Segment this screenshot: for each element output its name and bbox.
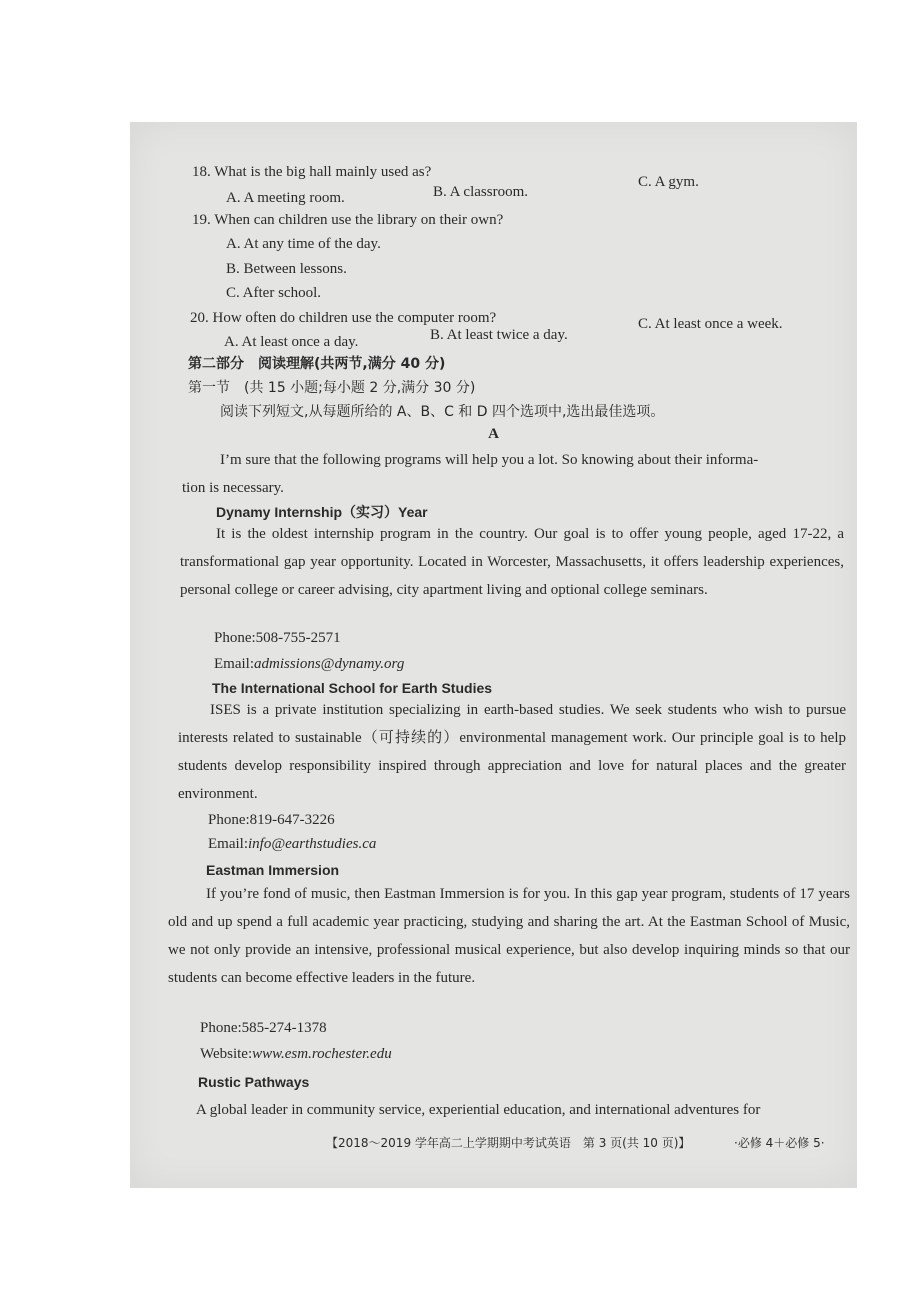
reading-instruction: 阅读下列短文,从每题所给的 A、B、C 和 D 四个选项中,选出最佳选项。: [220, 404, 665, 420]
program-phone-dynamy: Phone:508-755-2571: [214, 630, 341, 646]
question-18-option-b: B. A classroom.: [433, 184, 529, 200]
program-contact-ises: [208, 834, 376, 854]
question-19-option-a: A. At any time of the day.: [226, 236, 381, 252]
question-19-stem: 19. When can children use the library on their own?: [192, 212, 504, 228]
question-18-stem: 18. What is the big hall mainly used as?: [192, 164, 432, 180]
website-link[interactable]: www.esm.rochester.edu: [252, 1046, 392, 1062]
question-18-option-c: C. A gym.: [638, 174, 699, 190]
passage-intro-line-1: I’m sure that the following programs will help you a lot. So knowing about their informa-: [220, 452, 759, 468]
page-footer-right: ·必修 4＋必修 5·: [734, 1136, 825, 1150]
page-footer-left: 【2018～2019 学年高二上学期期中考试英语 第 3 页(共 10 页)】: [326, 1136, 691, 1150]
question-20-option-b: B. At least twice a day.: [430, 327, 568, 343]
email-link[interactable]: admissions@dynamy.org: [254, 656, 405, 672]
question-20-option-a: A. At least once a day.: [224, 334, 359, 350]
program-text-eastman: If you’re fond of music, then Eastman Immersion is for you. In this gap year program, students of 17 years old and up spend a full academic year practicing, studying and sharing the art. At the Eastman School of Music, we not only provide an intensive, professional musical experience, but also develop inquiring minds so that our students can become effective leaders in the future.: [168, 886, 850, 986]
contact-label: Email:: [214, 656, 254, 672]
program-phone-ises: Phone:819-647-3226: [208, 812, 335, 828]
program-text-dynamy: It is the oldest internship program in the country. Our goal is to offer young people, aged 17-22, a transformational gap year opportunity. Located in Worcester, Massachusetts, it offers leadership experiences, personal college or career advising, city apartment living and optional college seminars.: [180, 526, 844, 598]
question-20-stem: 20. How often do children use the computer room?: [190, 310, 497, 326]
program-phone-eastman: Phone:585-274-1378: [200, 1020, 327, 1036]
program-title-ises: The International School for Earth Studies: [212, 680, 493, 696]
contact-label: Website:: [200, 1046, 253, 1062]
program-title-dynamy: Dynamy Internship（实习）Year: [216, 504, 428, 520]
contact-label: Email:: [208, 836, 248, 852]
program-contact-dynamy: [214, 654, 404, 674]
passage-label: A: [488, 426, 499, 442]
question-19-option-c: C. After school.: [226, 285, 321, 301]
program-title-rustic: Rustic Pathways: [198, 1074, 310, 1090]
exam-page: [130, 122, 857, 1188]
section1-heading: 第一节 (共 15 小题;每小题 2 分,满分 30 分): [188, 380, 476, 396]
question-20-option-c: C. At least once a week.: [638, 316, 783, 332]
program-text-ises: ISES is a private institution specializing in earth-based studies. We seek students who wish to pursue interests related to sustainable（可持续的）environmental management work. Our principle goal is to help students develop responsibility inspired through appreciation and love for natural places and the greater environment.: [178, 702, 846, 802]
part2-title: 第二部分 阅读理解(共两节,满分 40 分): [188, 356, 446, 372]
question-18-option-a: A. A meeting room.: [226, 190, 345, 206]
program-title-eastman: Eastman Immersion: [206, 862, 340, 878]
question-19-option-b: B. Between lessons.: [226, 261, 347, 277]
email-link[interactable]: info@earthstudies.ca: [248, 836, 377, 852]
program-contact-eastman: [200, 1044, 392, 1064]
passage-intro-line-2: tion is necessary.: [182, 480, 284, 496]
program-text-rustic: A global leader in community service, experiential education, and international adventures for: [196, 1102, 761, 1118]
